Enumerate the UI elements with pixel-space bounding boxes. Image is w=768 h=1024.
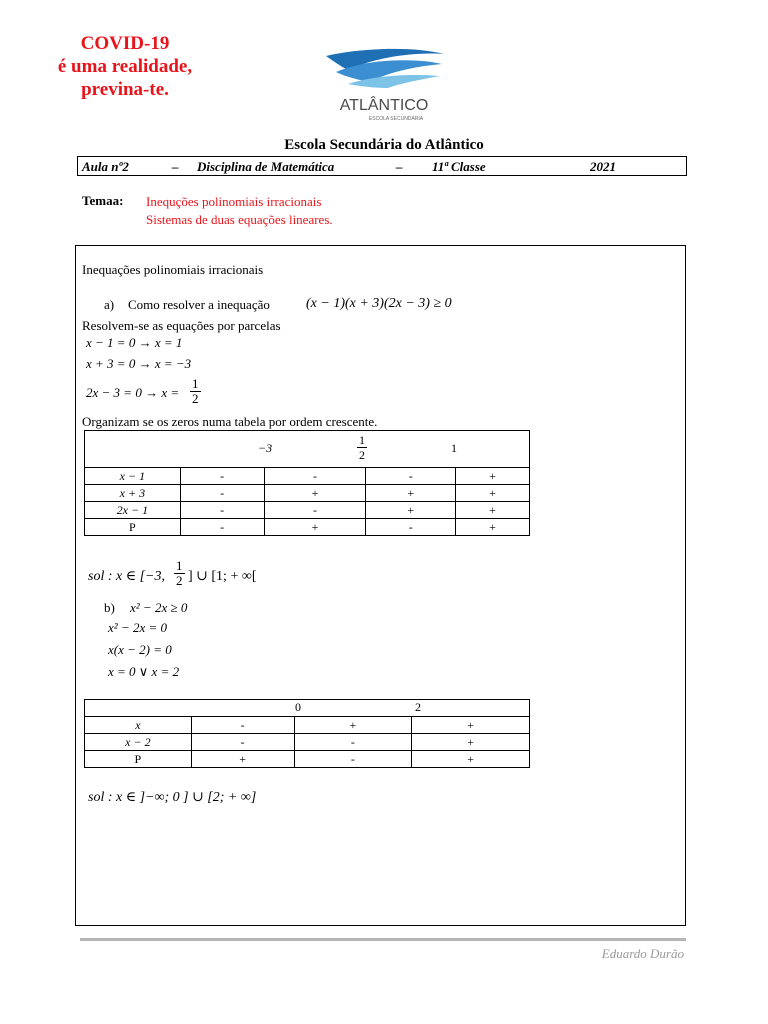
row-label: P: [85, 519, 181, 536]
zero-value: −3: [258, 441, 273, 455]
question-a-intro: Como resolver a inequação: [128, 297, 270, 312]
equation: x = 0 ∨ x = 2: [108, 664, 180, 679]
tema-item: Sistemas de duas equações lineares.: [146, 212, 333, 227]
footer-divider: [80, 938, 686, 941]
sign-cell: +: [456, 502, 530, 519]
sign-cell: -: [180, 502, 264, 519]
sign-cell: +: [412, 717, 530, 734]
table-row: [85, 468, 530, 485]
table-row: [85, 519, 530, 536]
numerator: 1: [359, 433, 365, 447]
sign-table-a: [84, 430, 530, 536]
zero-value: 0: [295, 700, 301, 714]
header-dash: –: [396, 159, 403, 174]
table-row: [85, 717, 530, 734]
logo-subtitle: ESCOLA SECUNDÁRIA: [368, 116, 424, 122]
row-label: x + 3: [85, 485, 181, 502]
subject: Disciplina de Matemática: [197, 159, 335, 174]
sign-cell: +: [191, 751, 294, 768]
equation: x − 1 = 0 → x = 1: [86, 335, 183, 350]
item-label-a: a): [104, 297, 115, 312]
zeros-row: [85, 431, 530, 468]
table-row: [85, 485, 530, 502]
solution-a-left: sol : x ∈ [−3,: [88, 569, 165, 584]
sign-cell: -: [180, 485, 264, 502]
solution-fraction: [174, 559, 185, 588]
section-heading: Inequações polinomiais irracionais: [82, 262, 264, 277]
fraction-half: [190, 377, 201, 406]
row-label: 2x − 1: [85, 502, 181, 519]
sign-cell: +: [366, 502, 456, 519]
row-label: P: [85, 751, 192, 768]
school-title: Escola Secundária do Atlântico: [284, 137, 484, 153]
table-row: [85, 502, 530, 519]
sign-cell: -: [180, 468, 264, 485]
tema-item: Inequções polinomiais irracionais: [146, 194, 322, 209]
sign-table-b: [84, 699, 530, 768]
sign-cell: +: [264, 519, 366, 536]
sign-cell: -: [191, 717, 294, 734]
sign-cell: -: [294, 751, 412, 768]
denominator: 2: [359, 448, 365, 462]
row-label: x: [85, 717, 192, 734]
numerator: 1: [176, 558, 183, 573]
row-label: x − 1: [85, 468, 181, 485]
sign-cell: -: [264, 468, 366, 485]
year: 2021: [590, 159, 616, 174]
header-dash: –: [172, 159, 179, 174]
author-name: Eduardo Durão: [601, 946, 684, 961]
sign-cell: -: [366, 468, 456, 485]
sign-cell: +: [456, 519, 530, 536]
school-logo: [318, 46, 450, 124]
zeros-row: [85, 700, 530, 717]
tema-list: [146, 193, 333, 229]
sign-cell: +: [366, 485, 456, 502]
row-label: x − 2: [85, 734, 192, 751]
tema-label: Temaa:: [82, 193, 124, 208]
sign-cell: -: [294, 734, 412, 751]
denominator: 2: [176, 573, 183, 588]
sign-cell: +: [412, 751, 530, 768]
equation: x(x − 2) = 0: [108, 642, 172, 657]
zero-value: 2: [415, 700, 421, 714]
sign-cell: +: [264, 485, 366, 502]
table-row: [85, 734, 530, 751]
solution-b: sol : x ∈ ]−∞; 0 ] ∪ [2; + ∞]: [88, 790, 257, 805]
equation: x + 3 = 0 → x = −3: [86, 356, 192, 371]
class-level: 11ª Classe: [432, 159, 486, 174]
sign-cell: -: [264, 502, 366, 519]
denominator: 2: [192, 391, 199, 406]
sign-cell: -: [180, 519, 264, 536]
lesson-header: [77, 156, 687, 176]
logo-text: ATLÂNTICO: [339, 97, 429, 114]
sign-cell: +: [412, 734, 530, 751]
sign-cell: +: [456, 485, 530, 502]
lesson-number: Aula nº2: [82, 159, 129, 174]
inequality-a: (x − 1)(x + 3)(2x − 3) ≥ 0: [306, 296, 452, 311]
sign-cell: +: [456, 468, 530, 485]
equation: x² − 2x = 0: [108, 620, 167, 635]
covid-line-2: é uma realidade,: [57, 56, 193, 77]
covid-line-3: previna-te.: [81, 79, 169, 100]
sign-cell: -: [366, 519, 456, 536]
text-line: Organizam se os zeros numa tabela por ordem crescente.: [82, 414, 378, 429]
zero-value: 1: [451, 441, 457, 455]
table-row: [85, 751, 530, 768]
solution-a-right: ] ∪ [1; + ∞[: [188, 569, 257, 584]
equation: 2x − 3 = 0 → x =: [86, 385, 180, 400]
sign-cell: +: [294, 717, 412, 734]
text-line: Resolvem-se as equações por parcelas: [82, 318, 281, 333]
covid-line-1: COVID-19: [80, 33, 170, 54]
numerator: 1: [192, 376, 199, 391]
covid-notice: [40, 32, 210, 101]
item-label-b: b): [104, 600, 115, 615]
inequality-b: x² − 2x ≥ 0: [130, 600, 188, 615]
sign-cell: -: [191, 734, 294, 751]
